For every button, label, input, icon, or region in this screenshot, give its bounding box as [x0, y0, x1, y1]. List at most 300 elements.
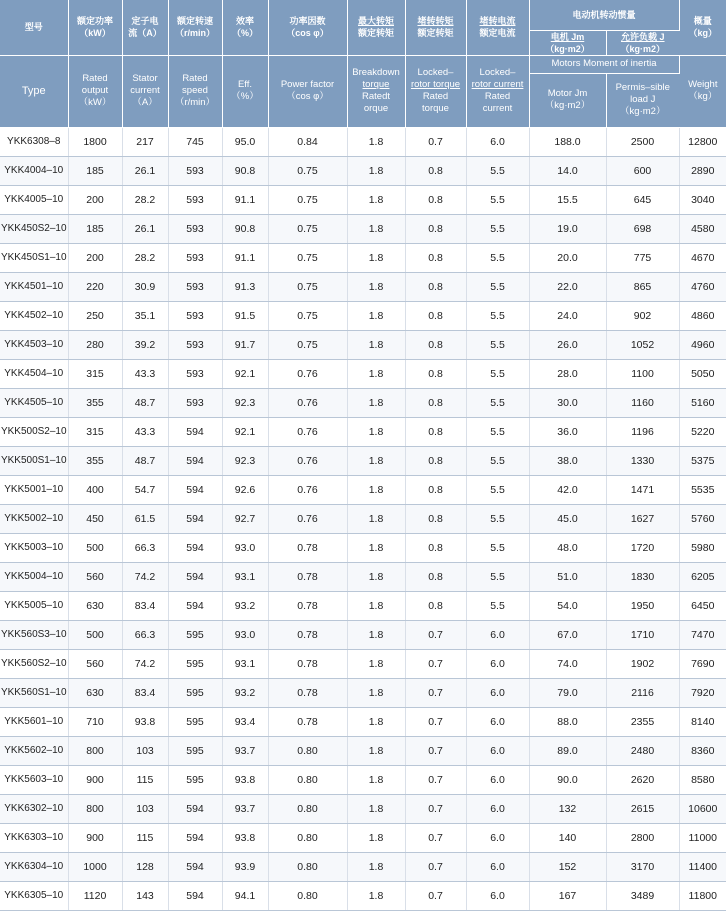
permissible-load-cell: 865 — [606, 272, 679, 301]
rated-speed-cell: 594 — [168, 591, 222, 620]
locked-current-cell: 5.5 — [466, 591, 529, 620]
efficiency-cell: 93.7 — [222, 794, 268, 823]
locked-current-cell: 5.5 — [466, 446, 529, 475]
breakdown-torque-cell: 1.8 — [347, 562, 405, 591]
inertia-header-cn: 电动机转动惯量 — [529, 0, 679, 30]
stator-current-cell: 39.2 — [122, 330, 168, 359]
rated-output-cell: 710 — [68, 707, 122, 736]
power-factor-cell: 0.76 — [268, 446, 347, 475]
weight-cell: 8360 — [679, 736, 726, 765]
locked-current-cell: 5.5 — [466, 156, 529, 185]
breakdown-torque-cell: 1.8 — [347, 185, 405, 214]
motor-jm-cell: 54.0 — [529, 591, 606, 620]
table-row — [0, 359, 726, 388]
rated-output-cell: 315 — [68, 417, 122, 446]
motor-jm-cell: 22.0 — [529, 272, 606, 301]
locked-current-cell: 6.0 — [466, 620, 529, 649]
locked-torque-cell: 0.7 — [405, 620, 466, 649]
breakdown-torque-header-en: Breakdown torque Ratedt orque — [347, 55, 405, 127]
table-row — [0, 417, 726, 446]
stator-current-cell: 30.9 — [122, 272, 168, 301]
locked-torque-header-cn: 堵转转矩 额定转矩 — [405, 0, 466, 55]
locked-current-cell: 5.5 — [466, 359, 529, 388]
model-cell: YKK5002–10 — [0, 504, 68, 533]
permissible-load-cell: 1330 — [606, 446, 679, 475]
power-factor-cell: 0.80 — [268, 881, 347, 910]
weight-cell: 7690 — [679, 649, 726, 678]
power-factor-cell: 0.80 — [268, 736, 347, 765]
locked-torque-cell: 0.7 — [405, 794, 466, 823]
table-row — [0, 823, 726, 852]
rated-speed-cell: 594 — [168, 533, 222, 562]
rated-speed-cell: 595 — [168, 649, 222, 678]
locked-torque-cell: 0.7 — [405, 127, 466, 156]
motor-jm-cell: 140 — [529, 823, 606, 852]
model-cell: YKK500S2–10 — [0, 417, 68, 446]
rated-output-cell: 400 — [68, 475, 122, 504]
locked-torque-cell: 0.7 — [405, 881, 466, 910]
efficiency-cell: 93.7 — [222, 736, 268, 765]
weight-cell: 5375 — [679, 446, 726, 475]
table-row — [0, 533, 726, 562]
model-cell: YKK5001–10 — [0, 475, 68, 504]
power-factor-cell: 0.80 — [268, 823, 347, 852]
rated-speed-header-en: Rated speed （r/min） — [168, 55, 222, 127]
weight-cell: 7920 — [679, 678, 726, 707]
table-row — [0, 707, 726, 736]
motor-jm-cell: 90.0 — [529, 765, 606, 794]
permissible-load-cell: 775 — [606, 243, 679, 272]
rated-output-cell: 185 — [68, 214, 122, 243]
locked-current-cell: 6.0 — [466, 707, 529, 736]
weight-header-cn: 概量 （kg） — [679, 0, 726, 55]
locked-current-cell: 6.0 — [466, 765, 529, 794]
table-row — [0, 185, 726, 214]
breakdown-torque-cell: 1.8 — [347, 504, 405, 533]
stator-current-cell: 43.3 — [122, 359, 168, 388]
power-factor-cell: 0.78 — [268, 678, 347, 707]
locked-current-cell: 6.0 — [466, 881, 529, 910]
weight-cell: 4670 — [679, 243, 726, 272]
type-header-cn: 型号 — [0, 0, 68, 55]
table-body — [0, 127, 726, 910]
breakdown-torque-cell: 1.8 — [347, 736, 405, 765]
locked-current-cell: 6.0 — [466, 823, 529, 852]
rated-output-cell: 630 — [68, 678, 122, 707]
permissible-load-cell: 1471 — [606, 475, 679, 504]
model-cell: YKK5005–10 — [0, 591, 68, 620]
power-factor-cell: 0.75 — [268, 330, 347, 359]
locked-torque-cell: 0.8 — [405, 562, 466, 591]
model-cell: YKK4505–10 — [0, 388, 68, 417]
table-row — [0, 562, 726, 591]
efficiency-cell: 93.0 — [222, 533, 268, 562]
rated-speed-cell: 594 — [168, 794, 222, 823]
locked-current-cell: 6.0 — [466, 127, 529, 156]
rated-output-cell: 200 — [68, 243, 122, 272]
locked-current-cell: 5.5 — [466, 504, 529, 533]
locked-current-cell: 5.5 — [466, 562, 529, 591]
breakdown-torque-cell: 1.8 — [347, 475, 405, 504]
rated-output-cell: 250 — [68, 301, 122, 330]
model-cell: YKK4504–10 — [0, 359, 68, 388]
efficiency-cell: 94.1 — [222, 881, 268, 910]
breakdown-torque-cell: 1.8 — [347, 533, 405, 562]
locked-current-cell: 6.0 — [466, 794, 529, 823]
motor-jm-cell: 79.0 — [529, 678, 606, 707]
breakdown-torque-cell: 1.8 — [347, 707, 405, 736]
stator-current-cell: 61.5 — [122, 504, 168, 533]
rated-output-cell: 200 — [68, 185, 122, 214]
rated-speed-cell: 595 — [168, 620, 222, 649]
weight-cell: 3040 — [679, 185, 726, 214]
table-row — [0, 272, 726, 301]
breakdown-torque-cell: 1.8 — [347, 156, 405, 185]
motor-jm-cell: 132 — [529, 794, 606, 823]
locked-current-cell: 5.5 — [466, 214, 529, 243]
power-factor-cell: 0.84 — [268, 127, 347, 156]
breakdown-torque-cell: 1.8 — [347, 881, 405, 910]
locked-current-cell: 6.0 — [466, 678, 529, 707]
permissible-load-cell: 3489 — [606, 881, 679, 910]
breakdown-torque-cell: 1.8 — [347, 301, 405, 330]
stator-current-header-cn: 定子电 流（A） — [122, 0, 168, 55]
power-factor-cell: 0.75 — [268, 156, 347, 185]
motor-jm-header-cn: 电机 Jm （kg·m2） — [529, 30, 606, 55]
rated-output-cell: 1800 — [68, 127, 122, 156]
power-factor-header-en: Power factor （cos φ） — [268, 55, 347, 127]
locked-torque-cell: 0.7 — [405, 678, 466, 707]
locked-torque-cell: 0.8 — [405, 272, 466, 301]
motor-jm-cell: 67.0 — [529, 620, 606, 649]
permissible-load-cell: 1720 — [606, 533, 679, 562]
header-row-chinese — [0, 0, 726, 30]
rated-speed-cell: 593 — [168, 243, 222, 272]
table-row — [0, 243, 726, 272]
rated-speed-cell: 745 — [168, 127, 222, 156]
weight-cell: 11800 — [679, 881, 726, 910]
breakdown-torque-cell: 1.8 — [347, 388, 405, 417]
weight-cell: 4580 — [679, 214, 726, 243]
motor-jm-cell: 42.0 — [529, 475, 606, 504]
efficiency-cell: 90.8 — [222, 214, 268, 243]
efficiency-cell: 93.1 — [222, 649, 268, 678]
locked-torque-cell: 0.7 — [405, 707, 466, 736]
rated-output-cell: 1120 — [68, 881, 122, 910]
breakdown-torque-cell: 1.8 — [347, 417, 405, 446]
rated-output-cell: 185 — [68, 156, 122, 185]
permissible-load-cell: 645 — [606, 185, 679, 214]
efficiency-cell: 92.6 — [222, 475, 268, 504]
model-cell: YKK500S1–10 — [0, 446, 68, 475]
motor-jm-cell: 48.0 — [529, 533, 606, 562]
breakdown-torque-cell: 1.8 — [347, 765, 405, 794]
breakdown-torque-cell: 1.8 — [347, 272, 405, 301]
rated-output-cell: 315 — [68, 359, 122, 388]
rated-output-cell: 500 — [68, 620, 122, 649]
rated-speed-cell: 595 — [168, 765, 222, 794]
stator-current-cell: 28.2 — [122, 185, 168, 214]
rated-speed-cell: 595 — [168, 736, 222, 765]
rated-speed-cell: 594 — [168, 823, 222, 852]
breakdown-torque-cell: 1.8 — [347, 359, 405, 388]
power-factor-cell: 0.75 — [268, 214, 347, 243]
power-factor-cell: 0.75 — [268, 243, 347, 272]
model-cell: YKK6305–10 — [0, 881, 68, 910]
rated-speed-cell: 593 — [168, 156, 222, 185]
table-row — [0, 591, 726, 620]
locked-torque-cell: 0.8 — [405, 330, 466, 359]
permissible-load-cell: 600 — [606, 156, 679, 185]
efficiency-cell: 93.4 — [222, 707, 268, 736]
rated-speed-cell: 595 — [168, 707, 222, 736]
power-factor-cell: 0.75 — [268, 272, 347, 301]
locked-current-cell: 5.5 — [466, 185, 529, 214]
model-cell: YKK4503–10 — [0, 330, 68, 359]
power-factor-cell: 0.78 — [268, 707, 347, 736]
motor-jm-cell: 51.0 — [529, 562, 606, 591]
weight-cell: 4860 — [679, 301, 726, 330]
motor-jm-cell: 19.0 — [529, 214, 606, 243]
efficiency-cell: 91.7 — [222, 330, 268, 359]
motor-jm-cell: 188.0 — [529, 127, 606, 156]
permissible-load-cell: 1052 — [606, 330, 679, 359]
rated-speed-cell: 593 — [168, 272, 222, 301]
model-cell: YKK5601–10 — [0, 707, 68, 736]
breakdown-torque-cell: 1.8 — [347, 649, 405, 678]
locked-torque-cell: 0.7 — [405, 852, 466, 881]
permissible-load-cell: 2500 — [606, 127, 679, 156]
rated-output-cell: 800 — [68, 736, 122, 765]
stator-current-cell: 83.4 — [122, 678, 168, 707]
motor-jm-cell: 36.0 — [529, 417, 606, 446]
locked-torque-cell: 0.8 — [405, 243, 466, 272]
locked-current-cell: 6.0 — [466, 852, 529, 881]
power-factor-cell: 0.80 — [268, 794, 347, 823]
permissible-load-cell: 2620 — [606, 765, 679, 794]
locked-torque-cell: 0.7 — [405, 823, 466, 852]
stator-current-cell: 26.1 — [122, 156, 168, 185]
motor-jm-cell: 45.0 — [529, 504, 606, 533]
rated-speed-cell: 593 — [168, 301, 222, 330]
locked-current-cell: 5.5 — [466, 533, 529, 562]
weight-cell: 5050 — [679, 359, 726, 388]
locked-torque-cell: 0.8 — [405, 533, 466, 562]
stator-current-cell: 48.7 — [122, 446, 168, 475]
rated-output-header-en: Rated output （kW） — [68, 55, 122, 127]
table-row — [0, 649, 726, 678]
weight-cell: 2890 — [679, 156, 726, 185]
permissible-load-cell: 1196 — [606, 417, 679, 446]
stator-current-cell: 26.1 — [122, 214, 168, 243]
table-row — [0, 794, 726, 823]
stator-current-cell: 43.3 — [122, 417, 168, 446]
rated-speed-cell: 594 — [168, 562, 222, 591]
stator-current-cell: 217 — [122, 127, 168, 156]
locked-torque-cell: 0.8 — [405, 388, 466, 417]
table-row — [0, 301, 726, 330]
rated-speed-cell: 593 — [168, 214, 222, 243]
breakdown-torque-cell: 1.8 — [347, 243, 405, 272]
stator-current-cell: 143 — [122, 881, 168, 910]
permissible-load-header-cn: 允许负载 J （kg·m2） — [606, 30, 679, 55]
breakdown-torque-cell: 1.8 — [347, 127, 405, 156]
permissible-load-cell: 2800 — [606, 823, 679, 852]
efficiency-cell: 92.3 — [222, 446, 268, 475]
weight-cell: 4960 — [679, 330, 726, 359]
locked-current-cell: 5.5 — [466, 243, 529, 272]
weight-cell: 5220 — [679, 417, 726, 446]
power-factor-header-cn: 功率因数 （cos φ） — [268, 0, 347, 55]
rated-speed-cell: 594 — [168, 852, 222, 881]
motor-jm-cell: 152 — [529, 852, 606, 881]
rated-speed-header-cn: 额定转速 （r/min） — [168, 0, 222, 55]
locked-torque-cell: 0.8 — [405, 156, 466, 185]
stator-current-cell: 28.2 — [122, 243, 168, 272]
weight-cell: 8140 — [679, 707, 726, 736]
power-factor-cell: 0.75 — [268, 301, 347, 330]
permissible-load-cell: 902 — [606, 301, 679, 330]
weight-cell: 11000 — [679, 823, 726, 852]
stator-current-cell: 103 — [122, 794, 168, 823]
efficiency-cell: 95.0 — [222, 127, 268, 156]
rated-speed-cell: 593 — [168, 330, 222, 359]
locked-torque-cell: 0.8 — [405, 185, 466, 214]
model-cell: YKK4501–10 — [0, 272, 68, 301]
weight-cell: 11400 — [679, 852, 726, 881]
locked-torque-cell: 0.8 — [405, 591, 466, 620]
motor-jm-cell: 14.0 — [529, 156, 606, 185]
permissible-load-cell: 1902 — [606, 649, 679, 678]
permissible-load-cell: 698 — [606, 214, 679, 243]
permissible-load-cell: 2615 — [606, 794, 679, 823]
rated-output-cell: 450 — [68, 504, 122, 533]
table-row — [0, 504, 726, 533]
locked-current-cell: 6.0 — [466, 649, 529, 678]
model-cell: YKK560S1–10 — [0, 678, 68, 707]
permissible-load-cell: 1950 — [606, 591, 679, 620]
locked-torque-cell: 0.8 — [405, 301, 466, 330]
power-factor-cell: 0.78 — [268, 649, 347, 678]
weight-cell: 6450 — [679, 591, 726, 620]
permissible-load-cell: 1710 — [606, 620, 679, 649]
locked-current-cell: 5.5 — [466, 417, 529, 446]
stator-current-header-en: Stator current （A） — [122, 55, 168, 127]
motor-jm-cell: 24.0 — [529, 301, 606, 330]
rated-output-cell: 560 — [68, 649, 122, 678]
model-cell: YKK450S1–10 — [0, 243, 68, 272]
table-row — [0, 852, 726, 881]
inertia-header-en: Motors Moment of inertia — [529, 55, 679, 73]
permissible-load-cell: 1627 — [606, 504, 679, 533]
permissible-load-cell: 2116 — [606, 678, 679, 707]
weight-cell: 4760 — [679, 272, 726, 301]
motor-jm-cell: 38.0 — [529, 446, 606, 475]
power-factor-cell: 0.78 — [268, 591, 347, 620]
motor-jm-cell: 20.0 — [529, 243, 606, 272]
rated-output-cell: 560 — [68, 562, 122, 591]
efficiency-cell: 93.2 — [222, 678, 268, 707]
table-row — [0, 330, 726, 359]
rated-speed-cell: 593 — [168, 359, 222, 388]
rated-output-cell: 900 — [68, 765, 122, 794]
efficiency-cell: 93.9 — [222, 852, 268, 881]
permissible-load-cell: 1160 — [606, 388, 679, 417]
power-factor-cell: 0.75 — [268, 185, 347, 214]
rated-output-cell: 1000 — [68, 852, 122, 881]
locked-torque-cell: 0.7 — [405, 736, 466, 765]
weight-cell: 5760 — [679, 504, 726, 533]
rated-speed-cell: 595 — [168, 678, 222, 707]
rated-output-cell: 355 — [68, 388, 122, 417]
stator-current-cell: 48.7 — [122, 388, 168, 417]
efficiency-cell: 91.5 — [222, 301, 268, 330]
efficiency-cell: 92.1 — [222, 417, 268, 446]
stator-current-cell: 115 — [122, 823, 168, 852]
locked-current-cell: 5.5 — [466, 388, 529, 417]
permissible-load-cell: 2355 — [606, 707, 679, 736]
model-cell: YKK5004–10 — [0, 562, 68, 591]
efficiency-cell: 93.1 — [222, 562, 268, 591]
motor-jm-header-en: Motor Jm （kg·m2） — [529, 73, 606, 127]
model-cell: YKK4004–10 — [0, 156, 68, 185]
motor-jm-cell: 26.0 — [529, 330, 606, 359]
table-header — [0, 0, 726, 127]
model-cell: YKK560S3–10 — [0, 620, 68, 649]
motor-jm-cell: 30.0 — [529, 388, 606, 417]
efficiency-cell: 93.0 — [222, 620, 268, 649]
efficiency-header-en: Eff. （%） — [222, 55, 268, 127]
rated-speed-cell: 594 — [168, 504, 222, 533]
stator-current-cell: 35.1 — [122, 301, 168, 330]
power-factor-cell: 0.78 — [268, 533, 347, 562]
stator-current-cell: 74.2 — [122, 649, 168, 678]
weight-cell: 5160 — [679, 388, 726, 417]
weight-header-en: Weight （kg） — [679, 55, 726, 127]
permissible-load-cell: 3170 — [606, 852, 679, 881]
rated-output-cell: 800 — [68, 794, 122, 823]
efficiency-cell: 93.8 — [222, 823, 268, 852]
stator-current-cell: 115 — [122, 765, 168, 794]
weight-cell: 6205 — [679, 562, 726, 591]
breakdown-torque-cell: 1.8 — [347, 852, 405, 881]
header-row-inertia-en — [0, 55, 726, 73]
locked-torque-cell: 0.8 — [405, 214, 466, 243]
permissible-load-cell: 1100 — [606, 359, 679, 388]
table-row — [0, 736, 726, 765]
locked-current-cell: 6.0 — [466, 736, 529, 765]
efficiency-cell: 90.8 — [222, 156, 268, 185]
model-cell: YKK450S2–10 — [0, 214, 68, 243]
motor-jm-cell: 74.0 — [529, 649, 606, 678]
model-cell: YKK6308–8 — [0, 127, 68, 156]
table-row — [0, 127, 726, 156]
table-row — [0, 214, 726, 243]
rated-output-cell: 355 — [68, 446, 122, 475]
locked-current-cell: 5.5 — [466, 330, 529, 359]
rated-speed-cell: 594 — [168, 446, 222, 475]
efficiency-cell: 92.1 — [222, 359, 268, 388]
model-cell: YKK4005–10 — [0, 185, 68, 214]
rated-speed-cell: 594 — [168, 475, 222, 504]
weight-cell: 5535 — [679, 475, 726, 504]
table-row — [0, 388, 726, 417]
permissible-load-cell: 2480 — [606, 736, 679, 765]
breakdown-torque-cell: 1.8 — [347, 214, 405, 243]
breakdown-torque-cell: 1.8 — [347, 823, 405, 852]
stator-current-cell: 83.4 — [122, 591, 168, 620]
breakdown-torque-cell: 1.8 — [347, 620, 405, 649]
